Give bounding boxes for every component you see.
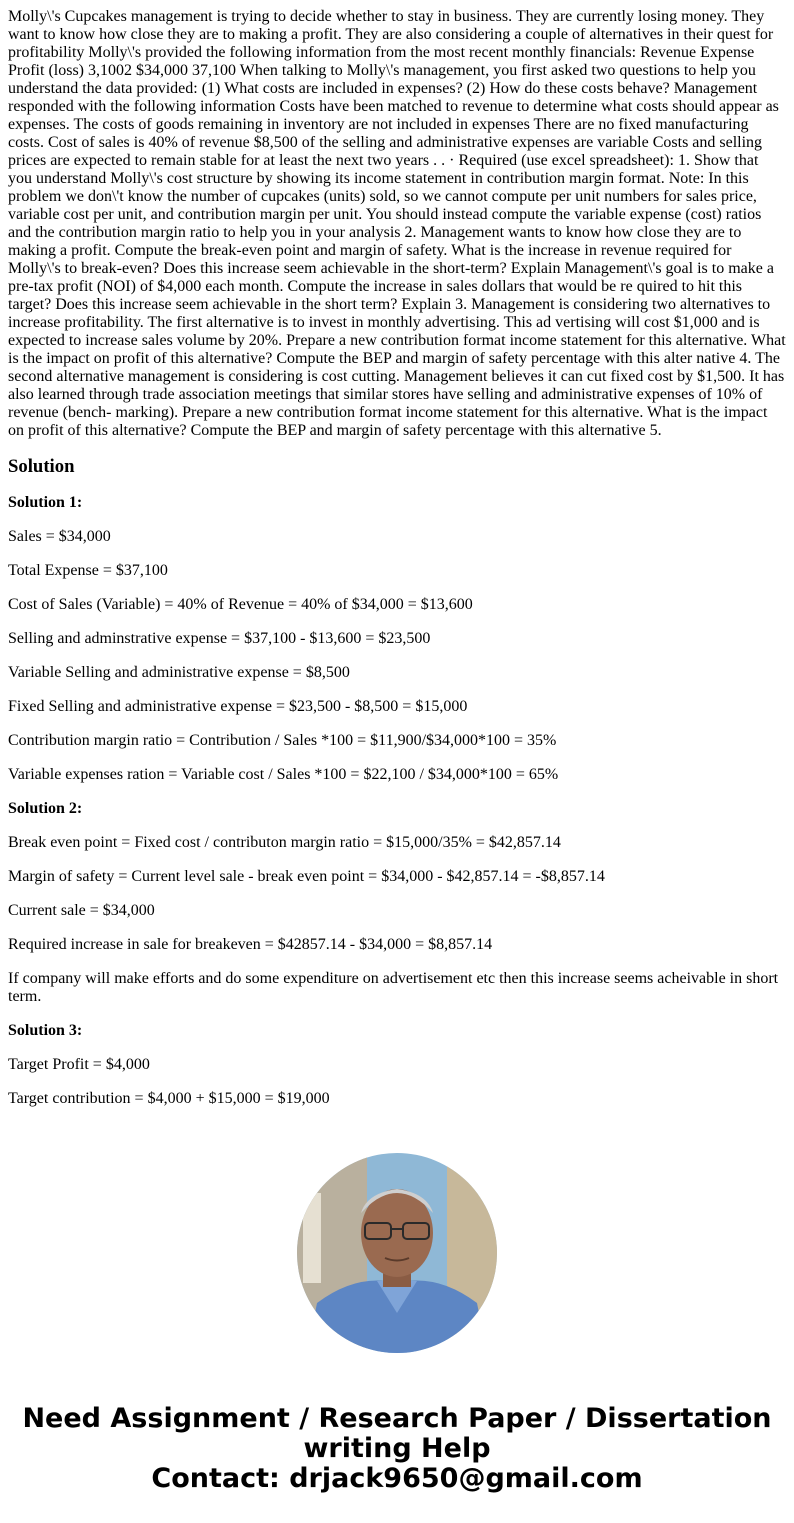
author-photo	[297, 1153, 497, 1353]
solution-line: Current sale = $34,000	[8, 902, 155, 919]
solution-line: If company will make efforts and do some expenditure on advertisement etc then this increase seems acheivable in short term.	[8, 970, 779, 1005]
solution-line: Selling and adminstrative expense = $37,100 - $13,600 = $23,500	[8, 630, 431, 647]
question-text: Molly\'s Cupcakes management is trying to decide whether to stay in business. They are currently losing money. They want to know how close they are to making a profit. They are also considering a couple of alternatives in their quest for profitability Molly\'s provided the following information from the most recent monthly financials: Revenue Expense Profit (loss) 3,1002 $34,000 37,100 When talking to Molly\'s management, you first asked two questions to help you understand the data provided: (1) What costs are included in expenses? (2) How do these costs behave? Management responded with the following information Costs have been matched to revenue to determine what costs should appear as expenses. The costs of goods remaining in inventory are not included in expenses There are no fixed manufacturing costs. Cost of sales is 40% of revenue $8,500 of the selling and administrative expenses are variable Costs and selling prices are expected to remain stable for at least the next two years . . · Required (use excel spreadsheet): 1. Show that you understand Molly\'s cost structure by showing its income statement in contribution margin format. Note: In this problem we don\'t know the number of cupcakes (units) sold, so we cannot compute per unit numbers for sales price, variable cost per unit, and contribution margin per unit. You should instead compute the variable expense (cost) ratios and the contribution margin ratio to help you in your analysis 2. Management wants to know how close they are to making a profit. Compute the break-even point and margin of safety. What is the increase in revenue required for Molly\'s to break-even? Does this increase seem achievable in the short-term? Explain Management\'s goal is to make a pre-tax profit (NOI) of $4,000 each month. Compute the increase in sales dollars that would be re quired to hit this target? Does this increase seem achievable in the short term? Explain 3. Management is considering two alternatives to increase profitability. The first alternative is to invest in monthly advertising. This ad vertising will cost $1,000 and is expected to increase sales volume by 20%. Prepare a new contribution format income statement for this alternative. What is the impact on profit of this alternative? Compute the BEP and margin of safety percentage with this alter native 4. The second alternative management is considering is cost cutting. Management believes it can cut fixed cost by $1,500. It has also learned through trade association meetings that similar stores have selling and administrative expenses of 10% of revenue (bench- marking). Prepare a new contribution format income statement for this alternative. What is the impact on profit of this alternative? Compute the BEP and margin of safety percentage with this alternative 5.	[8, 8, 786, 439]
solution-list	[8, 494, 786, 1108]
banner-headline: Need Assignment / Research Paper / Dissertation writing Help	[22, 1403, 772, 1464]
solution-line: Target Profit = $4,000	[8, 1056, 150, 1073]
solution-line: Variable expenses ration = Variable cost / Sales *100 = $22,100 / $34,000*100 = 65%	[8, 766, 559, 783]
solution-line: Contribution margin ratio = Contribution / Sales *100 = $11,900/$34,000*100 = 35%	[8, 732, 557, 749]
solution-heading: Solution	[8, 456, 75, 477]
solution-subheading: Solution 2:	[8, 800, 83, 817]
solution-subheading: Solution 3:	[8, 1022, 83, 1039]
solution-line: Break even point = Fixed cost / contributon margin ratio = $15,000/35% = $42,857.14	[8, 834, 561, 851]
solution-line: Sales = $34,000	[8, 528, 111, 545]
solution-line: Cost of Sales (Variable) = 40% of Revenue = 40% of $34,000 = $13,600	[8, 596, 473, 613]
solution-line: Required increase in sale for breakeven = $42857.14 - $34,000 = $8,857.14	[8, 936, 493, 953]
solution-line: Variable Selling and administrative expense = $8,500	[8, 664, 350, 681]
document-body	[8, 8, 786, 1108]
contact-banner	[0, 1404, 794, 1494]
solution-line: Margin of safety = Current level sale - break even point = $34,000 - $42,857.14 = -$8,857.14	[8, 868, 605, 885]
solution-line: Total Expense = $37,100	[8, 562, 168, 579]
solution-line: Fixed Selling and administrative expense = $23,500 - $8,500 = $15,000	[8, 698, 468, 715]
banner-contact: Contact: drjack9650@gmail.com	[151, 1463, 643, 1494]
solution-subheading: Solution 1:	[8, 494, 83, 511]
solution-line: Target contribution = $4,000 + $15,000 = $19,000	[8, 1090, 330, 1107]
